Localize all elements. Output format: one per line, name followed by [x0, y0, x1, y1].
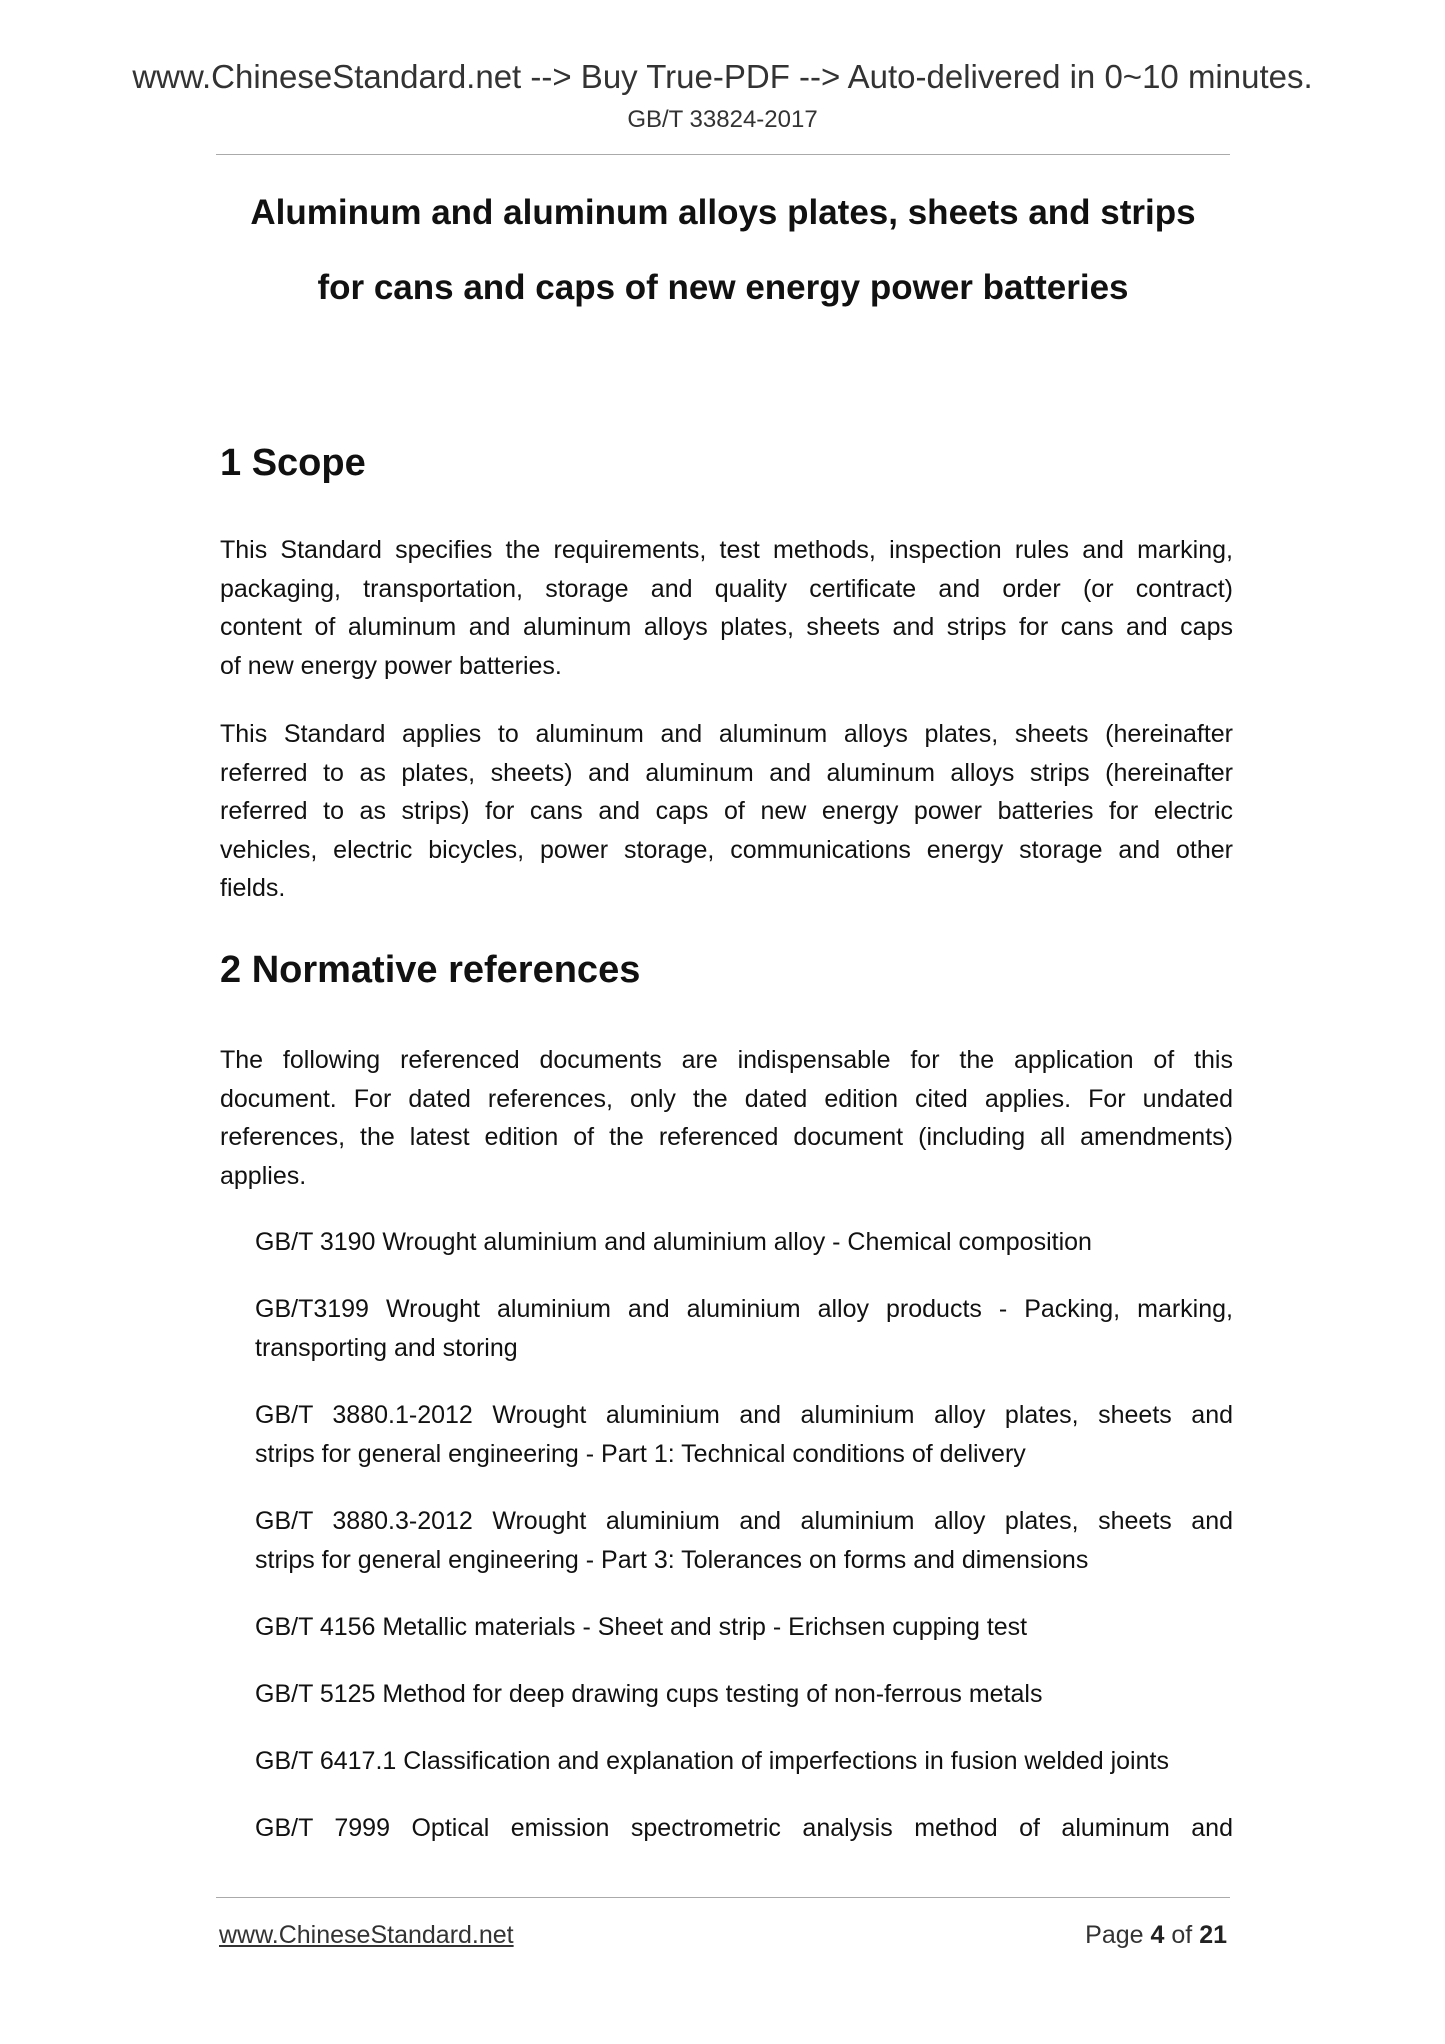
document-title-line-1: Aluminum and aluminum alloys plates, sheets and strips: [250, 193, 1196, 232]
scope-paragraph-2: [220, 715, 1233, 908]
page-label: Page: [1085, 1921, 1144, 1949]
header-banner: www.ChineseStandard.net --> Buy True-PDF --> Auto-delivered in 0~10 minutes.: [132, 58, 1313, 95]
header-divider: [216, 154, 1230, 155]
text-line: This Standard specifies the requirements, test methods, inspection rules and marking,: [220, 536, 1233, 564]
text-line: This Standard applies to aluminum and aluminum alloys plates, sheets (hereinafter: [220, 720, 1233, 748]
section-heading-scope: 1 Scope: [220, 442, 366, 484]
reference-item: [255, 1742, 1233, 1781]
text-line: GB/T 7999 Optical emission spectrometric analysis method of aluminum and: [255, 1814, 1233, 1842]
text-line: GB/T 6417.1 Classification and explanation of imperfections in fusion welded joints: [255, 1747, 1169, 1775]
text-line: GB/T 5125 Method for deep drawing cups testing of non-ferrous metals: [255, 1680, 1043, 1708]
text-line: packaging, transportation, storage and quality certificate and order (or contract): [220, 574, 1233, 603]
text-line: content of aluminum and aluminum alloys plates, sheets and strips for cans and caps: [220, 613, 1233, 641]
reference-item: [255, 1502, 1233, 1579]
page-total: 21: [1199, 1921, 1227, 1949]
text-line: applies.: [220, 1161, 307, 1190]
text-line: GB/T 3880.3-2012 Wrought aluminium and aluminium alloy plates, sheets and: [255, 1507, 1233, 1535]
scope-paragraph-1: [220, 531, 1233, 685]
reference-item: [255, 1608, 1233, 1647]
reference-item: [255, 1675, 1233, 1714]
standard-code: GB/T 33824-2017: [627, 106, 818, 133]
text-line: GB/T 3880.1-2012 Wrought aluminium and aluminium alloy plates, sheets and: [255, 1401, 1233, 1429]
text-line: fields.: [220, 874, 286, 902]
reference-item: [255, 1396, 1233, 1473]
text-line: document. For dated references, only the dated edition cited applies. For undated: [220, 1084, 1233, 1113]
text-line: referred to as plates, sheets) and aluminum and aluminum alloys strips (hereinafter: [220, 758, 1233, 787]
text-line: referred to as strips) for cans and caps of new energy power batteries for electric: [220, 797, 1233, 825]
text-line: GB/T 4156 Metallic materials - Sheet and strip - Erichsen cupping test: [255, 1613, 1028, 1641]
text-line: transporting and storing: [255, 1333, 518, 1362]
page-of: of: [1171, 1921, 1193, 1949]
section-heading-normative-references: 2 Normative references: [220, 949, 641, 991]
text-line: GB/T3199 Wrought aluminium and aluminium alloy products - Packing, marking,: [255, 1295, 1233, 1323]
reference-item: [255, 1809, 1233, 1848]
normative-references-intro: [220, 1041, 1233, 1195]
footer-website-link[interactable]: www.ChineseStandard.net: [219, 1921, 514, 1949]
text-line: GB/T 3190 Wrought aluminium and aluminium alloy - Chemical composition: [255, 1228, 1092, 1256]
document-title-line-2: for cans and caps of new energy power batteries: [317, 268, 1129, 307]
text-line: vehicles, electric bicycles, power storage, communications energy storage and other: [220, 835, 1233, 864]
text-line: The following referenced documents are indispensable for the application of this: [220, 1046, 1233, 1074]
text-line: strips for general engineering - Part 1: Technical conditions of delivery: [255, 1439, 1026, 1468]
reference-item: [255, 1223, 1233, 1262]
footer-divider: [216, 1897, 1230, 1898]
text-line: of new energy power batteries.: [220, 651, 562, 680]
text-line: references, the latest edition of the referenced document (including all amendments): [220, 1123, 1233, 1151]
page-indicator: [1022, 1921, 1227, 1950]
reference-item: [255, 1290, 1233, 1367]
text-line: strips for general engineering - Part 3: Tolerances on forms and dimensions: [255, 1545, 1089, 1574]
page-current: 4: [1150, 1921, 1165, 1949]
